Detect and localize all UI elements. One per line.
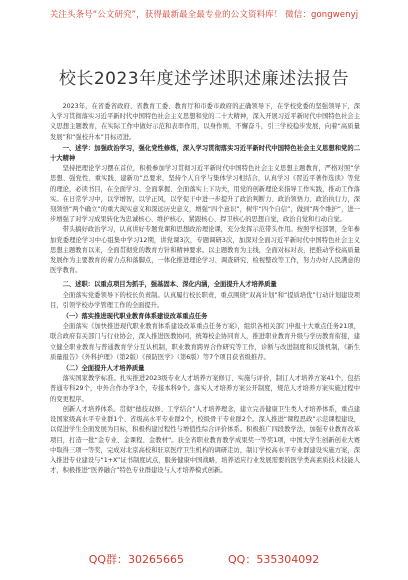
- report-body: [50, 102, 360, 476]
- promo-banner: 关注头条号“公文研究”，获得最新最全最专业的公文资料库！ 微信：gongwenyj: [49, 10, 359, 20]
- section-heading-study: 一、述学：加强政治学习，强化党性修炼，深入学习贯彻落实习近平新时代中国特色社会主义思想和党的二十大精神: [50, 144, 360, 163]
- intro-paragraph: 2023年，在省委省政府、省教育工委、教育厅和市委市政府的正确领导下，在学校党委的坚强领导下，深入学习贯彻落实习近平新时代中国特色社会主义思想和党的二十大精神，深入开展习近平新时代中国特色社会主义思想主题教育，在实际工作中做好示范和表率作用，以身作则，不懈奋斗，引三学校稳步发展，向着“高质量发展”和“强校升本”目标迈进。: [50, 103, 360, 141]
- qq-text: QQ：535304092: [228, 553, 320, 566]
- study-paragraph-2: 带头搞好政治学习，认真讲好专题党课和思想政治理论课，充分发挥示范带头作用。按照学校部署，全年参加党委理论学习中心组集中学习12期，讲党课3次，专题调研3次，加深对全面习近平新时代中国特色社会主义思想主题教育以来，全面贯彻党的教育方针和精神要求。以主题教育为主线，全面对标对表，把推动学校高质量发展作为主要教育的着力点和落脚点，一体化推进理论学习、调查研究、检视整改等工作，努力办好人民满意的医学教育。: [50, 226, 360, 275]
- report-title: 校长2023年度述学述职述廉述法报告: [58, 69, 350, 89]
- quality-paragraph-2: 创新人才培养体系。贯彻“德技双修、工学结合”人才培养理念，建立完善健康卫生类人才培养体系，重点建设国家级高水平专业群1个、省级高水平专业群2个，校级骨干专业群2个。深入推进“课程思政”示范课程建设，以促进学生全面发展为目标，积极构建过程性与增值性综合评价体系。积极推广四段教学法，加强专业教育改革项目，打造一批“金专业、金课程、金教材”。获全省职业教育教学成果奖一等奖1项，中国大学生创新创业大赛中取得三项一等奖，完成对北京高校和驻京医疗卫生机构的调研走访，制订学校高水平专业群建设实施方案，深入推进专业建设与“1+X”证书制度试点，服务健康中国战略，培养适应行业发展需要的医学类高素质技术技能人才，积极推进“医养融合”特色专业群建设与人才培养模式创新。: [50, 405, 360, 475]
- qq-group-text: QQ群：30265665: [88, 553, 184, 566]
- contact-footer: [0, 549, 408, 571]
- subheading-quality: （二）全面提升人才培养质量: [62, 365, 145, 373]
- reform-paragraph: 全面落实《加快推进现代职业教育体系建设改革重点任务方案》，组织各相关部门申报十大重点任务21项，联合政府有关部门与行业协会，深入推进医教协同，统筹校企协同育人，推进职业教育升级与学历教育衔接，建立健全职业教育与普通教育学分互认机制，职业教育跨界合作研究等工作，诊断与改进制度和反馈机制，《新生质量报告》《外科护理》（第2版）《预防医学》（第6版）等7个项目获省级推荐。: [50, 323, 360, 361]
- quality-paragraph: 落实国家教学标准。扎实推进2023级专业人才培养方案修订、实施与评价，制订人才培养方案41个，包括普通专科29个，中外合作办学3个，专接本科9个。落实人才培养方案公开制度，规范人才培养方案实施过程中的变更程序。: [50, 375, 360, 403]
- study-paragraph: 坚持把理论学习摆在首位，积极参加学习贯彻习近平新时代中国特色社会主义思想主题教育，严格对照“学思想、强党性、重实践、建新功”总要求，坚持个人自学与集体学习相结合，认真学习《習近平著作选读》等党的理论，必读书目，在全面学习、全面掌握、全面落实上下功夫，用党的创新理论来指导工作实践，推动工作落实。在日常学习中，以学增智，以学正风，以学促干中进一步提升了政治判断力、政治领悟力、政治执行力，深刻领悟“两个确立”的重大现实意义和深远历史意义，增强“四个意识”，树牢“四个自信”，做到“两个维护”，进一步增强了对学习成果转化为忠诚核心、维护核心、紧跟核心、捍卫核心的思想自觉，政治自觉和行动自觉。: [50, 165, 360, 224]
- subheading-reform: （一）落实推进现代职业教育体系建设改革重点任务: [62, 313, 208, 321]
- section-heading-duty: 二、述职：以重点项目为抓手，强基固本、深化内涵，全面提升人才培养质量: [62, 281, 277, 289]
- duty-paragraph: 全面落实党委领导下的校长负责制。认真履行校长职责，重点围绕“双高计划”和“提质培优”行动计划建设项目，引领学校办学管理工作的全面提升。: [50, 291, 360, 309]
